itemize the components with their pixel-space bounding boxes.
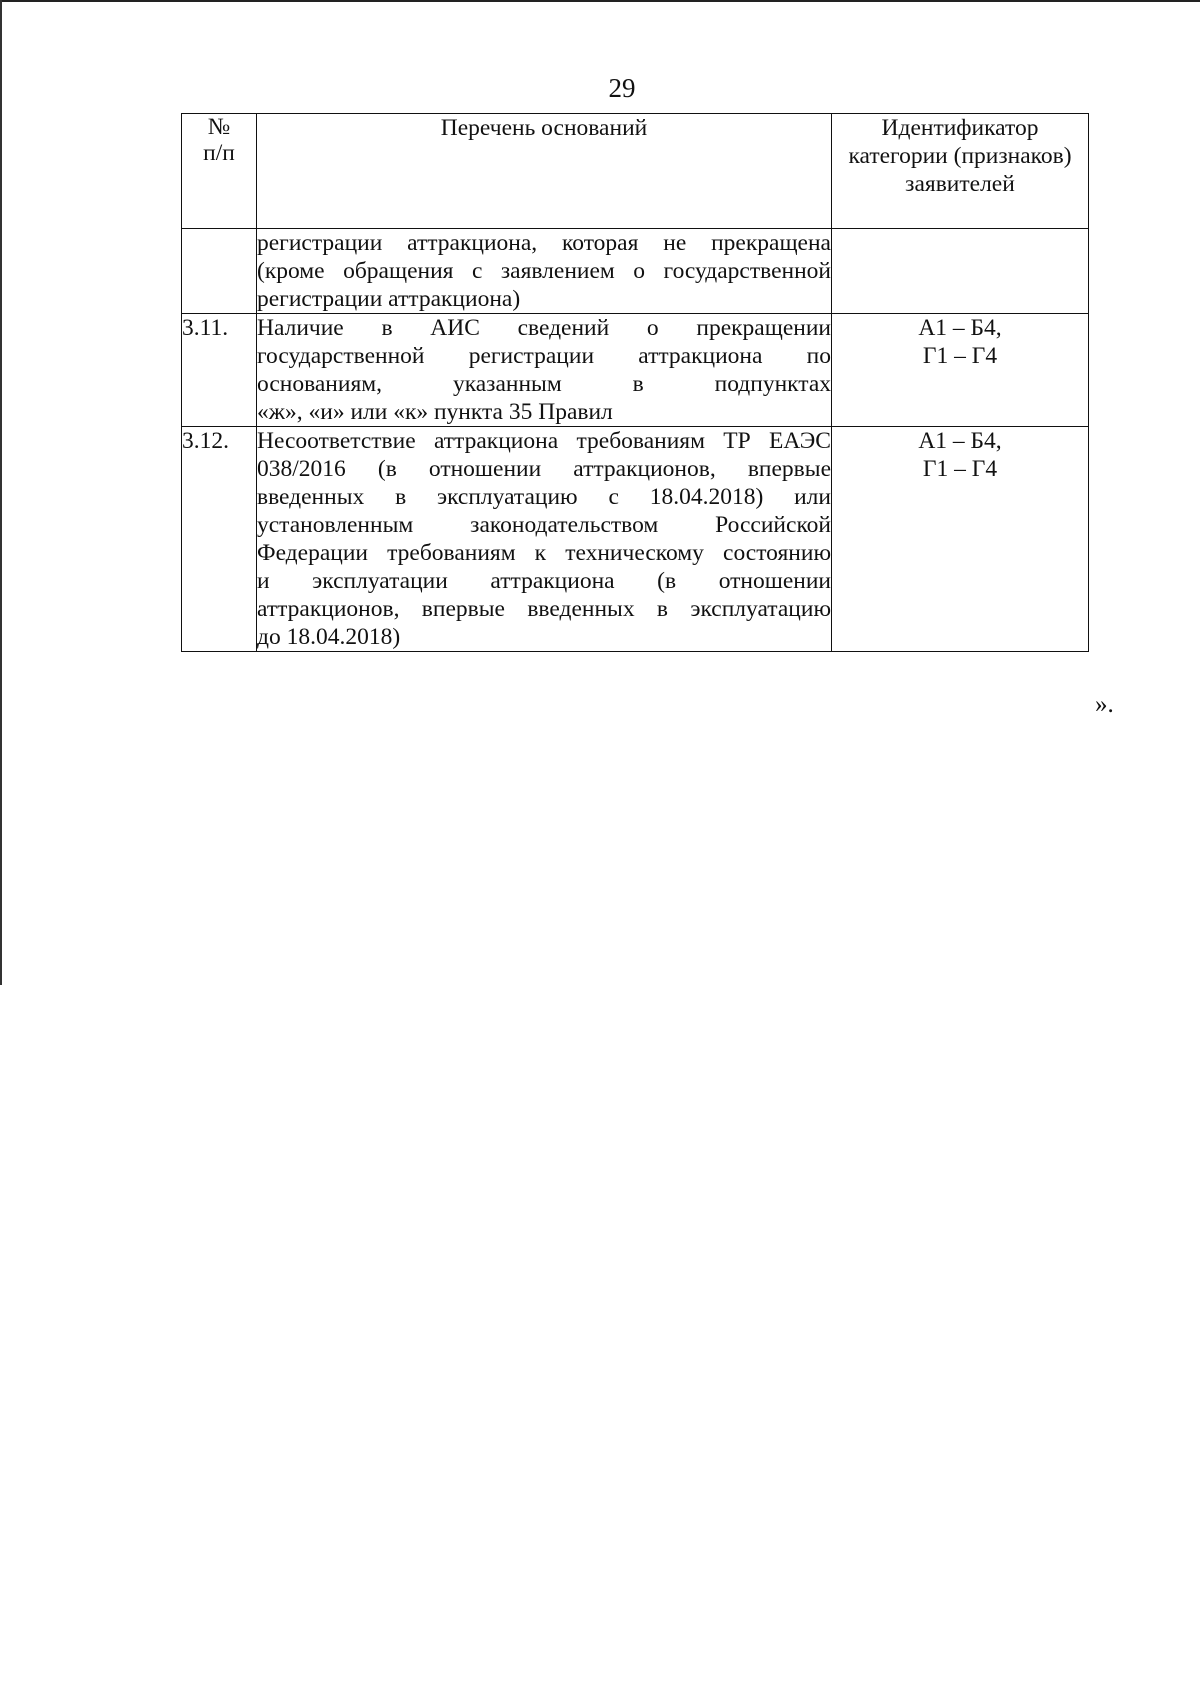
header-identifier-line: категории (признаков) <box>848 143 1072 169</box>
table-row <box>182 314 1089 427</box>
row-text <box>257 229 832 314</box>
row-text-line: и эксплуатации аттракциона (в отношении <box>257 568 831 594</box>
row-text-line: установленным законодательством Российской <box>257 512 831 538</box>
row-text-line: регистрации аттракциона, которая не прекращена <box>257 230 831 256</box>
scan-edge-top <box>0 0 1200 2</box>
row-text-line: введенных в эксплуатацию с 18.04.2018) или <box>257 484 831 510</box>
grounds-table <box>181 113 1089 652</box>
row-text-line: аттракционов, впервые введенных в эксплуатацию <box>257 596 831 622</box>
row-text-line: (кроме обращения с заявлением о государственной <box>257 258 831 284</box>
header-identifier-line: заявителей <box>905 171 1015 197</box>
row-identifier <box>832 229 1089 314</box>
row-text-line: до 18.04.2018) <box>257 624 401 650</box>
header-identifier-line: Идентификатор <box>881 115 1039 141</box>
row-identifier <box>832 427 1089 652</box>
row-text-line: «ж», «и» или «к» пункта 35 Правил <box>257 399 613 425</box>
row-text-line: государственной регистрации аттракциона по <box>257 343 831 369</box>
table-header-row <box>182 114 1089 229</box>
table-row <box>182 427 1089 652</box>
row-text-line: основаниям, указанным в подпунктах <box>257 371 831 397</box>
row-identifier <box>832 314 1089 427</box>
row-identifier-line: Г1 – Г4 <box>922 456 998 482</box>
row-number <box>182 229 257 314</box>
row-identifier-line: Г1 – Г4 <box>922 343 998 369</box>
header-identifier <box>832 114 1089 229</box>
row-text <box>257 314 832 427</box>
row-text-line: регистрации аттракциона) <box>257 286 521 312</box>
row-text <box>257 427 832 652</box>
row-text-line: Наличие в АИС сведений о прекращении <box>257 315 831 341</box>
header-number-line: п/п <box>203 140 235 166</box>
header-list: Перечень оснований <box>257 114 832 229</box>
row-text-line: Федерации требованиям к техническому состоянию <box>257 540 831 566</box>
row-identifier-line: А1 – Б4, <box>918 315 1002 341</box>
row-number: 3.11. <box>182 314 257 427</box>
page-number: 29 <box>608 73 636 103</box>
row-text-line: 038/2016 (в отношении аттракционов, впервые <box>257 456 831 482</box>
closing-quote-mark: ». <box>1095 691 1114 718</box>
header-number-line: № <box>207 114 231 140</box>
row-text-line: Несоответствие аттракциона требованиям ТР ЕАЭС <box>257 428 831 454</box>
table-row <box>182 229 1089 314</box>
scan-edge-left <box>0 0 2 985</box>
row-identifier-line: А1 – Б4, <box>918 428 1002 454</box>
row-number: 3.12. <box>182 427 257 652</box>
header-number <box>182 114 257 229</box>
